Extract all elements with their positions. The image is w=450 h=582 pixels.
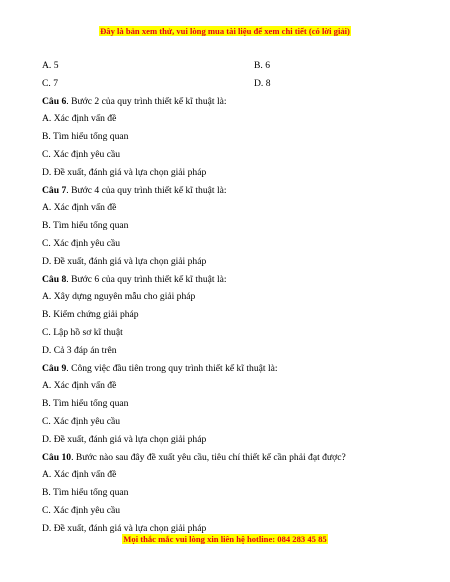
question-block [42,182,422,271]
question-text: . Công việc đầu tiên trong quy trình thiết kế kĩ thuật là: [66,362,278,374]
answer-option: D. Đề xuất, đánh giá và lựa chọn giải pháp [42,433,207,445]
answer-option: B. Tìm hiểu tổng quan [42,220,129,232]
question-text: . Bước 6 của quy trình thiết kế kĩ thuật là: [66,273,227,285]
answer-option: B. Tìm hiểu tổng quan [42,487,129,499]
answer-option: B. Tìm hiểu tổng quan [42,131,129,143]
question-number: Câu 8 [42,273,67,285]
hotline-notice-banner [0,534,450,544]
answer-option: A. Xây dựng nguyên mẫu cho giải pháp [42,291,196,303]
question-block [42,449,422,538]
question-stem [42,360,422,378]
question-stem [42,271,422,289]
question-text: . Bước 2 của quy trình thiết kế kĩ thuật là: [66,95,227,107]
question-number: Câu 6 [42,95,67,107]
question-block [42,271,422,360]
answer-option: A. Xác định vấn đề [42,380,117,392]
preview-notice-banner [0,26,450,36]
answer-option: A. 5 [42,60,59,71]
answer-option: A. Xác định vấn đề [42,113,117,125]
answer-option: D. Đề xuất, đánh giá và lựa chọn giải pháp [42,255,207,267]
question-number: Câu 9 [42,362,67,374]
answer-option: C. Xác định yêu cầu [42,504,121,516]
answer-option: B. Kiểm chứng giải pháp [42,309,139,321]
answer-option: C. 7 [42,77,58,89]
question-text: . Bước nào sau đây đề xuất yêu cầu, tiêu chí thiết kế cần phải đạt được? [71,451,346,463]
answer-options-row [42,57,422,75]
document-body [42,57,422,538]
answer-option: B. Tìm hiểu tổng quan [42,398,129,410]
answer-option: D. Đề xuất, đánh giá và lựa chọn giải pháp [42,522,207,534]
question-stem [42,449,422,467]
question-block [42,93,422,182]
answer-option: C. Xác định yêu cầu [42,148,121,160]
answer-option: B. 6 [254,60,270,71]
hotline-notice-text: Mọi thắc mắc vui lòng xin liên hệ hotline: 084 283 45 85 [123,534,327,544]
answer-option: D. Đề xuất, đánh giá và lựa chọn giải pháp [42,166,207,178]
question-stem [42,93,422,111]
question-number: Câu 7 [42,184,67,196]
answer-option: D. 8 [254,77,271,89]
answer-option: A. Xác định vấn đề [42,202,117,214]
answer-option: A. Xác định vấn đề [42,469,117,481]
question-text: . Bước 4 của quy trình thiết kế kĩ thuật là: [66,184,227,196]
question-stem [42,182,422,200]
preview-notice-text: Đây là bản xem thử, vui lòng mua tài liệu để xem chi tiết (có lời giải) [100,26,350,36]
answer-option: C. Xác định yêu cầu [42,415,121,427]
answer-option: C. Lập hồ sơ kĩ thuật [42,326,123,338]
answer-option: C. Xác định yêu cầu [42,237,121,249]
answer-options-row [42,75,422,93]
question-number: Câu 10 [42,451,72,463]
question-block [42,360,422,449]
answer-option: D. Cả 3 đáp án trên [42,344,117,356]
